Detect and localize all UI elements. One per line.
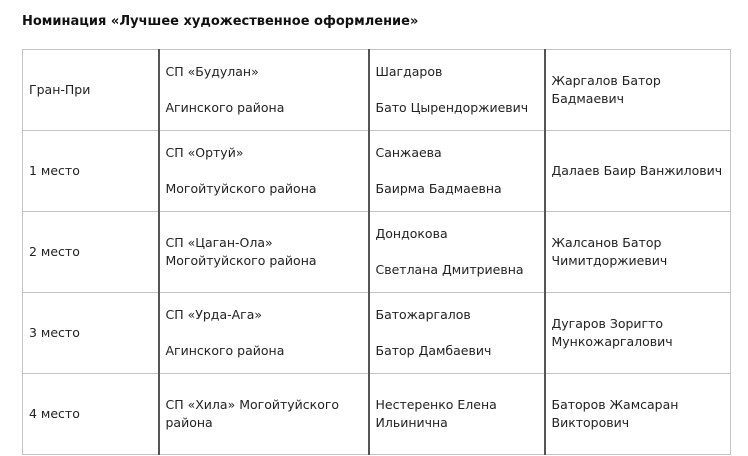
club-name: СП «Ортуй» (165, 145, 244, 160)
table-row (23, 212, 731, 293)
artist-name-line1: Далаев Баир Ванжилович (551, 163, 723, 178)
club-cell (159, 374, 369, 455)
leader-given-name: Светлана Дмитриевна (375, 262, 524, 277)
artist-name-line1: Жаргалов Батор (551, 73, 661, 88)
leader-given-name: Бато Цырендоржиевич (375, 100, 529, 115)
table-row (23, 293, 731, 374)
leader-surname: Шагдаров (375, 64, 443, 79)
place-label: 1 место (29, 163, 80, 178)
club-cell (159, 50, 369, 131)
artist-name-line2: Бадмаевич (551, 91, 625, 106)
club-district: Агинского района (165, 100, 285, 115)
leader-surname: Дондокова (375, 226, 448, 241)
place-label: Гран-При (29, 82, 91, 97)
artist-name-line2: Чимитдоржиевич (551, 253, 668, 268)
artist-name-line1: Баторов Жамсаран (551, 397, 679, 412)
artist-name-line2: Викторович (551, 415, 630, 430)
place-cell (23, 293, 159, 374)
leader-cell (369, 374, 545, 455)
club-district: района (165, 415, 213, 430)
nomination-heading: Номинация «Лучшее художественное оформление» (22, 14, 419, 29)
leader-cell (369, 212, 545, 293)
artist-name-line1: Жалсанов Батор (551, 235, 662, 250)
artist-cell (545, 50, 731, 131)
place-label: 3 место (29, 325, 80, 340)
club-district: Агинского района (165, 343, 285, 358)
club-name: СП «Хила» Могойтуйского (165, 397, 340, 412)
club-district: Могойтуйского района (165, 253, 317, 268)
leader-cell (369, 131, 545, 212)
leader-given-name: Ильинична (375, 415, 448, 430)
place-cell (23, 212, 159, 293)
place-label: 4 место (29, 406, 80, 421)
artist-cell (545, 131, 731, 212)
results-table (22, 49, 731, 455)
club-cell (159, 131, 369, 212)
leader-surname: Нестеренко Елена (375, 397, 497, 412)
leader-surname: Батожаргалов (375, 307, 471, 322)
club-name: СП «Цаган-Ола» (165, 235, 273, 250)
place-cell (23, 50, 159, 131)
leader-cell (369, 50, 545, 131)
club-cell (159, 293, 369, 374)
leader-cell (369, 293, 545, 374)
table-row (23, 131, 731, 212)
leader-given-name: Батор Дамбаевич (375, 343, 492, 358)
club-name: СП «Будулан» (165, 64, 259, 79)
place-label: 2 место (29, 244, 80, 259)
table-row (23, 50, 731, 131)
club-cell (159, 212, 369, 293)
artist-cell (545, 212, 731, 293)
artist-name-line1: Дугаров Зоригто (551, 316, 664, 331)
artist-cell (545, 374, 731, 455)
artist-cell (545, 293, 731, 374)
artist-name-line2: Мункожаргалович (551, 334, 673, 349)
club-name: СП «Урда-Ага» (165, 307, 263, 322)
club-district: Могойтуйского района (165, 181, 317, 196)
place-cell (23, 374, 159, 455)
place-cell (23, 131, 159, 212)
table-row (23, 374, 731, 455)
leader-surname: Санжаева (375, 145, 442, 160)
leader-given-name: Баирма Бадмаевна (375, 181, 502, 196)
